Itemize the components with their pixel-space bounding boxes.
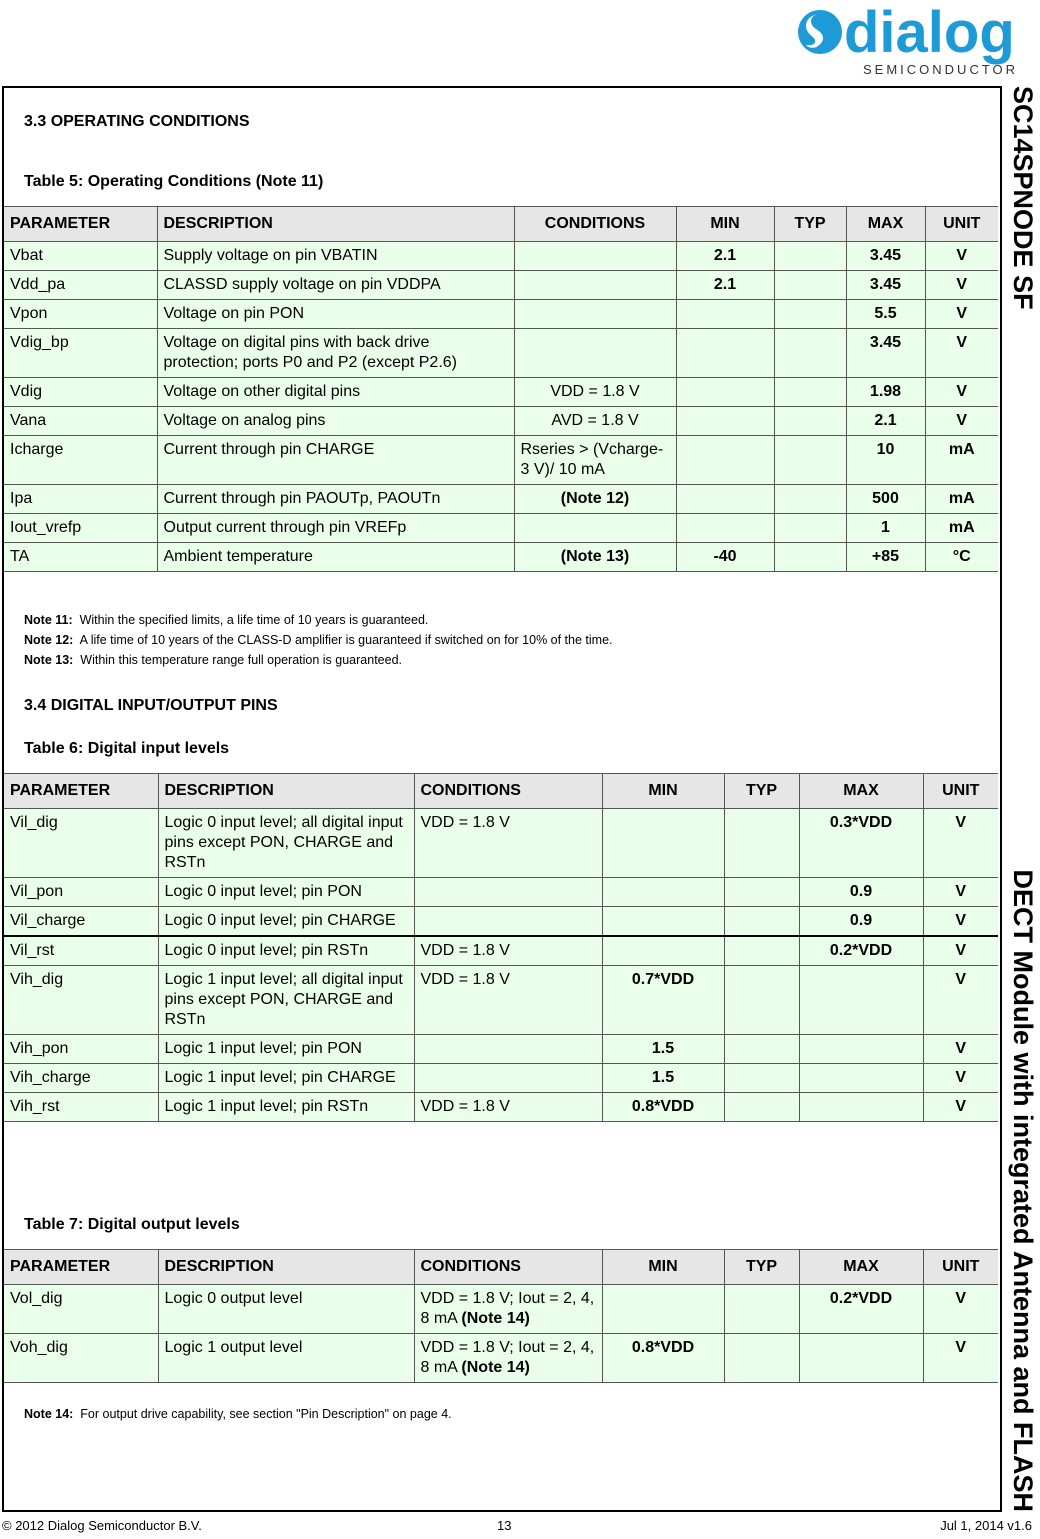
- table-row: [4, 271, 998, 300]
- cell-min: [676, 378, 774, 407]
- cell-parameter: Vih_dig: [4, 966, 158, 1035]
- cell-typ: [774, 407, 846, 436]
- cell-conditions: VDD = 1.8 V: [414, 966, 602, 1035]
- footer-page-number: 13: [497, 1518, 512, 1533]
- cell-typ: [774, 436, 846, 485]
- cell-description: Logic 0 input level; all digital input pins except PON, CHARGE and RSTn: [158, 809, 414, 878]
- cell-description: Logic 1 input level; pin PON: [158, 1035, 414, 1064]
- cell-typ: [774, 242, 846, 271]
- cell-unit: V: [923, 1064, 998, 1093]
- table-row: [4, 809, 998, 878]
- cell-unit: V: [925, 300, 998, 329]
- cell-max: 2.1: [846, 407, 925, 436]
- footer-copyright: © 2012 Dialog Semiconductor B.V.: [2, 1518, 202, 1533]
- cell-unit: V: [925, 378, 998, 407]
- table-row: [4, 514, 998, 543]
- cell-typ: [774, 378, 846, 407]
- product-description: DECT Module with integrated Antenna and FLASH: [1008, 869, 1039, 1512]
- cell-conditions: VDD = 1.8 V: [414, 936, 602, 966]
- cell-description: CLASSD supply voltage on pin VDDPA: [157, 271, 514, 300]
- cell-description: Logic 0 input level; pin PON: [158, 878, 414, 907]
- cell-typ: [774, 514, 846, 543]
- cell-unit: V: [925, 407, 998, 436]
- cell-parameter: Vbat: [4, 242, 157, 271]
- cell-min: [602, 936, 724, 966]
- note-12: Note 12: A life time of 10 years of the CLASS-D amplifier is guaranteed if switched on for 10% of the time.: [24, 633, 613, 647]
- col-parameter: PARAMETER: [4, 774, 158, 809]
- cell-parameter: Ipa: [4, 485, 157, 514]
- cell-min: 0.8*VDD: [602, 1334, 724, 1383]
- cell-min: [602, 1285, 724, 1334]
- operating-conditions-table: [4, 206, 998, 572]
- col-unit: UNIT: [923, 774, 998, 809]
- cell-conditions: [514, 242, 676, 271]
- cell-typ: [724, 966, 799, 1035]
- cell-typ: [724, 878, 799, 907]
- digital-output-levels-table: [4, 1249, 998, 1383]
- cell-unit: V: [925, 242, 998, 271]
- cell-parameter: Vih_rst: [4, 1093, 158, 1122]
- notes-table7: [24, 1404, 452, 1424]
- cell-max: +85: [846, 543, 925, 572]
- cell-min: [676, 300, 774, 329]
- digital-input-levels-table: [4, 773, 998, 1122]
- table-row: [4, 300, 998, 329]
- cell-description: Logic 0 output level: [158, 1285, 414, 1334]
- cell-min: 0.7*VDD: [602, 966, 724, 1035]
- cell-conditions: (Note 12): [514, 485, 676, 514]
- cell-description: Ambient temperature: [157, 543, 514, 572]
- cell-parameter: TA: [4, 543, 157, 572]
- cell-typ: [724, 936, 799, 966]
- cell-typ: [774, 329, 846, 378]
- cell-description: Logic 1 output level: [158, 1334, 414, 1383]
- cell-description: Logic 0 input level; pin CHARGE: [158, 907, 414, 937]
- cell-max: [799, 1334, 923, 1383]
- cell-conditions: [414, 878, 602, 907]
- cell-unit: mA: [925, 514, 998, 543]
- cell-max: [799, 1093, 923, 1122]
- dialog-logo: [790, 2, 1040, 80]
- cell-description: Logic 1 input level; pin CHARGE: [158, 1064, 414, 1093]
- table-header-row: [4, 774, 998, 809]
- cell-conditions: [514, 514, 676, 543]
- cell-unit: V: [923, 1093, 998, 1122]
- cell-typ: [724, 809, 799, 878]
- cell-parameter: Voh_dig: [4, 1334, 158, 1383]
- note-11: Note 11: Within the specified limits, a life time of 10 years is guaranteed.: [24, 613, 429, 627]
- cell-max: 500: [846, 485, 925, 514]
- col-max: MAX: [799, 774, 923, 809]
- cell-parameter: Vol_dig: [4, 1285, 158, 1334]
- cell-max: [799, 966, 923, 1035]
- cell-max: 0.2*VDD: [799, 936, 923, 966]
- cell-parameter: Vil_dig: [4, 809, 158, 878]
- cell-description: Current through pin PAOUTp, PAOUTn: [157, 485, 514, 514]
- col-min: MIN: [602, 774, 724, 809]
- cell-conditions: [414, 907, 602, 937]
- cell-typ: [724, 1035, 799, 1064]
- cell-min: [602, 878, 724, 907]
- cell-typ: [724, 1285, 799, 1334]
- cell-description: Logic 1 input level; pin RSTn: [158, 1093, 414, 1122]
- cell-conditions: VDD = 1.8 V; Iout = 2, 4, 8 mA (Note 14): [414, 1334, 602, 1383]
- col-min: MIN: [602, 1250, 724, 1285]
- cell-min: 1.5: [602, 1064, 724, 1093]
- cell-description: Logic 1 input level; all digital input pins except PON, CHARGE and RSTn: [158, 966, 414, 1035]
- table-header-row: [4, 207, 998, 242]
- cell-parameter: Vil_charge: [4, 907, 158, 937]
- cell-unit: V: [925, 271, 998, 300]
- svg-text:dialog: dialog: [844, 2, 1015, 65]
- cell-conditions: [414, 1035, 602, 1064]
- cell-conditions: VDD = 1.8 V: [414, 1093, 602, 1122]
- table-row: [4, 436, 998, 485]
- cell-max: 3.45: [846, 271, 925, 300]
- cell-min: [602, 907, 724, 937]
- notes-table5: [24, 610, 613, 670]
- col-parameter: PARAMETER: [4, 1250, 158, 1285]
- cell-min: 0.8*VDD: [602, 1093, 724, 1122]
- cell-unit: V: [923, 936, 998, 966]
- table-row: [4, 543, 998, 572]
- cell-conditions: [514, 329, 676, 378]
- cell-description: Voltage on other digital pins: [157, 378, 514, 407]
- cell-min: -40: [676, 543, 774, 572]
- col-conditions: CONDITIONS: [414, 774, 602, 809]
- table-row: [4, 1035, 998, 1064]
- cell-description: Voltage on digital pins with back drive protection; ports P0 and P2 (except P2.6): [157, 329, 514, 378]
- section-heading-3-3: 3.3 OPERATING CONDITIONS: [24, 113, 250, 130]
- cell-parameter: Vdig: [4, 378, 157, 407]
- product-name: SC14SPNODE SF: [1008, 86, 1039, 310]
- cell-min: 2.1: [676, 271, 774, 300]
- cell-max: 0.3*VDD: [799, 809, 923, 878]
- cell-unit: V: [923, 1285, 998, 1334]
- cell-conditions: [514, 271, 676, 300]
- cell-min: [676, 407, 774, 436]
- table-row: [4, 407, 998, 436]
- cell-parameter: Vpon: [4, 300, 157, 329]
- cell-conditions: VDD = 1.8 V: [414, 809, 602, 878]
- col-description: DESCRIPTION: [157, 207, 514, 242]
- section-heading-3-4: 3.4 DIGITAL INPUT/OUTPUT PINS: [24, 697, 278, 714]
- cell-typ: [724, 1334, 799, 1383]
- cell-max: [799, 1064, 923, 1093]
- cell-unit: V: [925, 329, 998, 378]
- cell-typ: [774, 543, 846, 572]
- table-row: [4, 878, 998, 907]
- cell-typ: [774, 485, 846, 514]
- cell-unit: V: [923, 1035, 998, 1064]
- cell-conditions: [514, 300, 676, 329]
- cell-min: 2.1: [676, 242, 774, 271]
- cell-min: 1.5: [602, 1035, 724, 1064]
- cell-conditions: AVD = 1.8 V: [514, 407, 676, 436]
- cell-unit: V: [923, 1334, 998, 1383]
- col-min: MIN: [676, 207, 774, 242]
- cell-conditions: [414, 1064, 602, 1093]
- cell-parameter: Vih_charge: [4, 1064, 158, 1093]
- table-header-row: [4, 1250, 998, 1285]
- cell-unit: V: [923, 907, 998, 937]
- table-row: [4, 1093, 998, 1122]
- col-description: DESCRIPTION: [158, 774, 414, 809]
- cell-max: 0.9: [799, 878, 923, 907]
- table7-caption: Table 7: Digital output levels: [24, 1216, 240, 1233]
- cell-unit: V: [923, 809, 998, 878]
- cell-typ: [774, 300, 846, 329]
- col-conditions: CONDITIONS: [414, 1250, 602, 1285]
- col-description: DESCRIPTION: [158, 1250, 414, 1285]
- table-row: [4, 1285, 998, 1334]
- cell-conditions: VDD = 1.8 V; Iout = 2, 4, 8 mA (Note 14): [414, 1285, 602, 1334]
- cell-max: 0.2*VDD: [799, 1285, 923, 1334]
- cell-conditions: Rseries > (Vcharge-3 V)/ 10 mA: [514, 436, 676, 485]
- cell-unit: °C: [925, 543, 998, 572]
- table-row: [4, 907, 998, 937]
- table-row: [4, 1064, 998, 1093]
- cell-max: 5.5: [846, 300, 925, 329]
- cell-max: 10: [846, 436, 925, 485]
- table-row: [4, 329, 998, 378]
- cell-min: [676, 514, 774, 543]
- cell-description: Current through pin CHARGE: [157, 436, 514, 485]
- footer-date-version: Jul 1, 2014 v1.6: [940, 1518, 1032, 1533]
- side-title: [1006, 86, 1040, 1512]
- cell-max: 3.45: [846, 242, 925, 271]
- cell-parameter: Vil_pon: [4, 878, 158, 907]
- cell-max: 1.98: [846, 378, 925, 407]
- col-typ: TYP: [774, 207, 846, 242]
- note-14: Note 14: For output drive capability, see section "Pin Description" on page 4.: [24, 1407, 452, 1421]
- cell-unit: V: [923, 878, 998, 907]
- col-max: MAX: [846, 207, 925, 242]
- cell-conditions: VDD = 1.8 V: [514, 378, 676, 407]
- note-13: Note 13: Within this temperature range full operation is guaranteed.: [24, 653, 402, 667]
- cell-max: 3.45: [846, 329, 925, 378]
- cell-parameter: Vana: [4, 407, 157, 436]
- table-row: [4, 1334, 998, 1383]
- col-conditions: CONDITIONS: [514, 207, 676, 242]
- cell-unit: mA: [925, 436, 998, 485]
- table6-caption: Table 6: Digital input levels: [24, 740, 230, 757]
- col-parameter: PARAMETER: [4, 207, 157, 242]
- cell-description: Voltage on analog pins: [157, 407, 514, 436]
- cell-typ: [724, 1093, 799, 1122]
- svg-text:SEMICONDUCTOR: SEMICONDUCTOR: [863, 62, 1019, 77]
- cell-min: [676, 485, 774, 514]
- table-row: [4, 242, 998, 271]
- cell-min: [676, 436, 774, 485]
- cell-parameter: Icharge: [4, 436, 157, 485]
- cell-parameter: Vih_pon: [4, 1035, 158, 1064]
- col-unit: UNIT: [925, 207, 998, 242]
- table-row: [4, 936, 998, 966]
- cell-min: [602, 809, 724, 878]
- table-row: [4, 485, 998, 514]
- col-typ: TYP: [724, 1250, 799, 1285]
- table5-caption: Table 5: Operating Conditions (Note 11): [24, 173, 324, 190]
- cell-parameter: Iout_vrefp: [4, 514, 157, 543]
- cell-description: Supply voltage on pin VBATIN: [157, 242, 514, 271]
- cell-unit: V: [923, 966, 998, 1035]
- cell-min: [676, 329, 774, 378]
- cell-parameter: Vdig_bp: [4, 329, 157, 378]
- cell-conditions: (Note 13): [514, 543, 676, 572]
- cell-max: 1: [846, 514, 925, 543]
- cell-max: [799, 1035, 923, 1064]
- cell-unit: mA: [925, 485, 998, 514]
- cell-max: 0.9: [799, 907, 923, 937]
- table-row: [4, 966, 998, 1035]
- cell-parameter: Vdd_pa: [4, 271, 157, 300]
- cell-typ: [724, 907, 799, 937]
- table-row: [4, 378, 998, 407]
- cell-description: Output current through pin VREFp: [157, 514, 514, 543]
- cell-typ: [774, 271, 846, 300]
- col-typ: TYP: [724, 774, 799, 809]
- cell-description: Voltage on pin PON: [157, 300, 514, 329]
- col-max: MAX: [799, 1250, 923, 1285]
- col-unit: UNIT: [923, 1250, 998, 1285]
- cell-parameter: Vil_rst: [4, 936, 158, 966]
- cell-typ: [724, 1064, 799, 1093]
- cell-description: Logic 0 input level; pin RSTn: [158, 936, 414, 966]
